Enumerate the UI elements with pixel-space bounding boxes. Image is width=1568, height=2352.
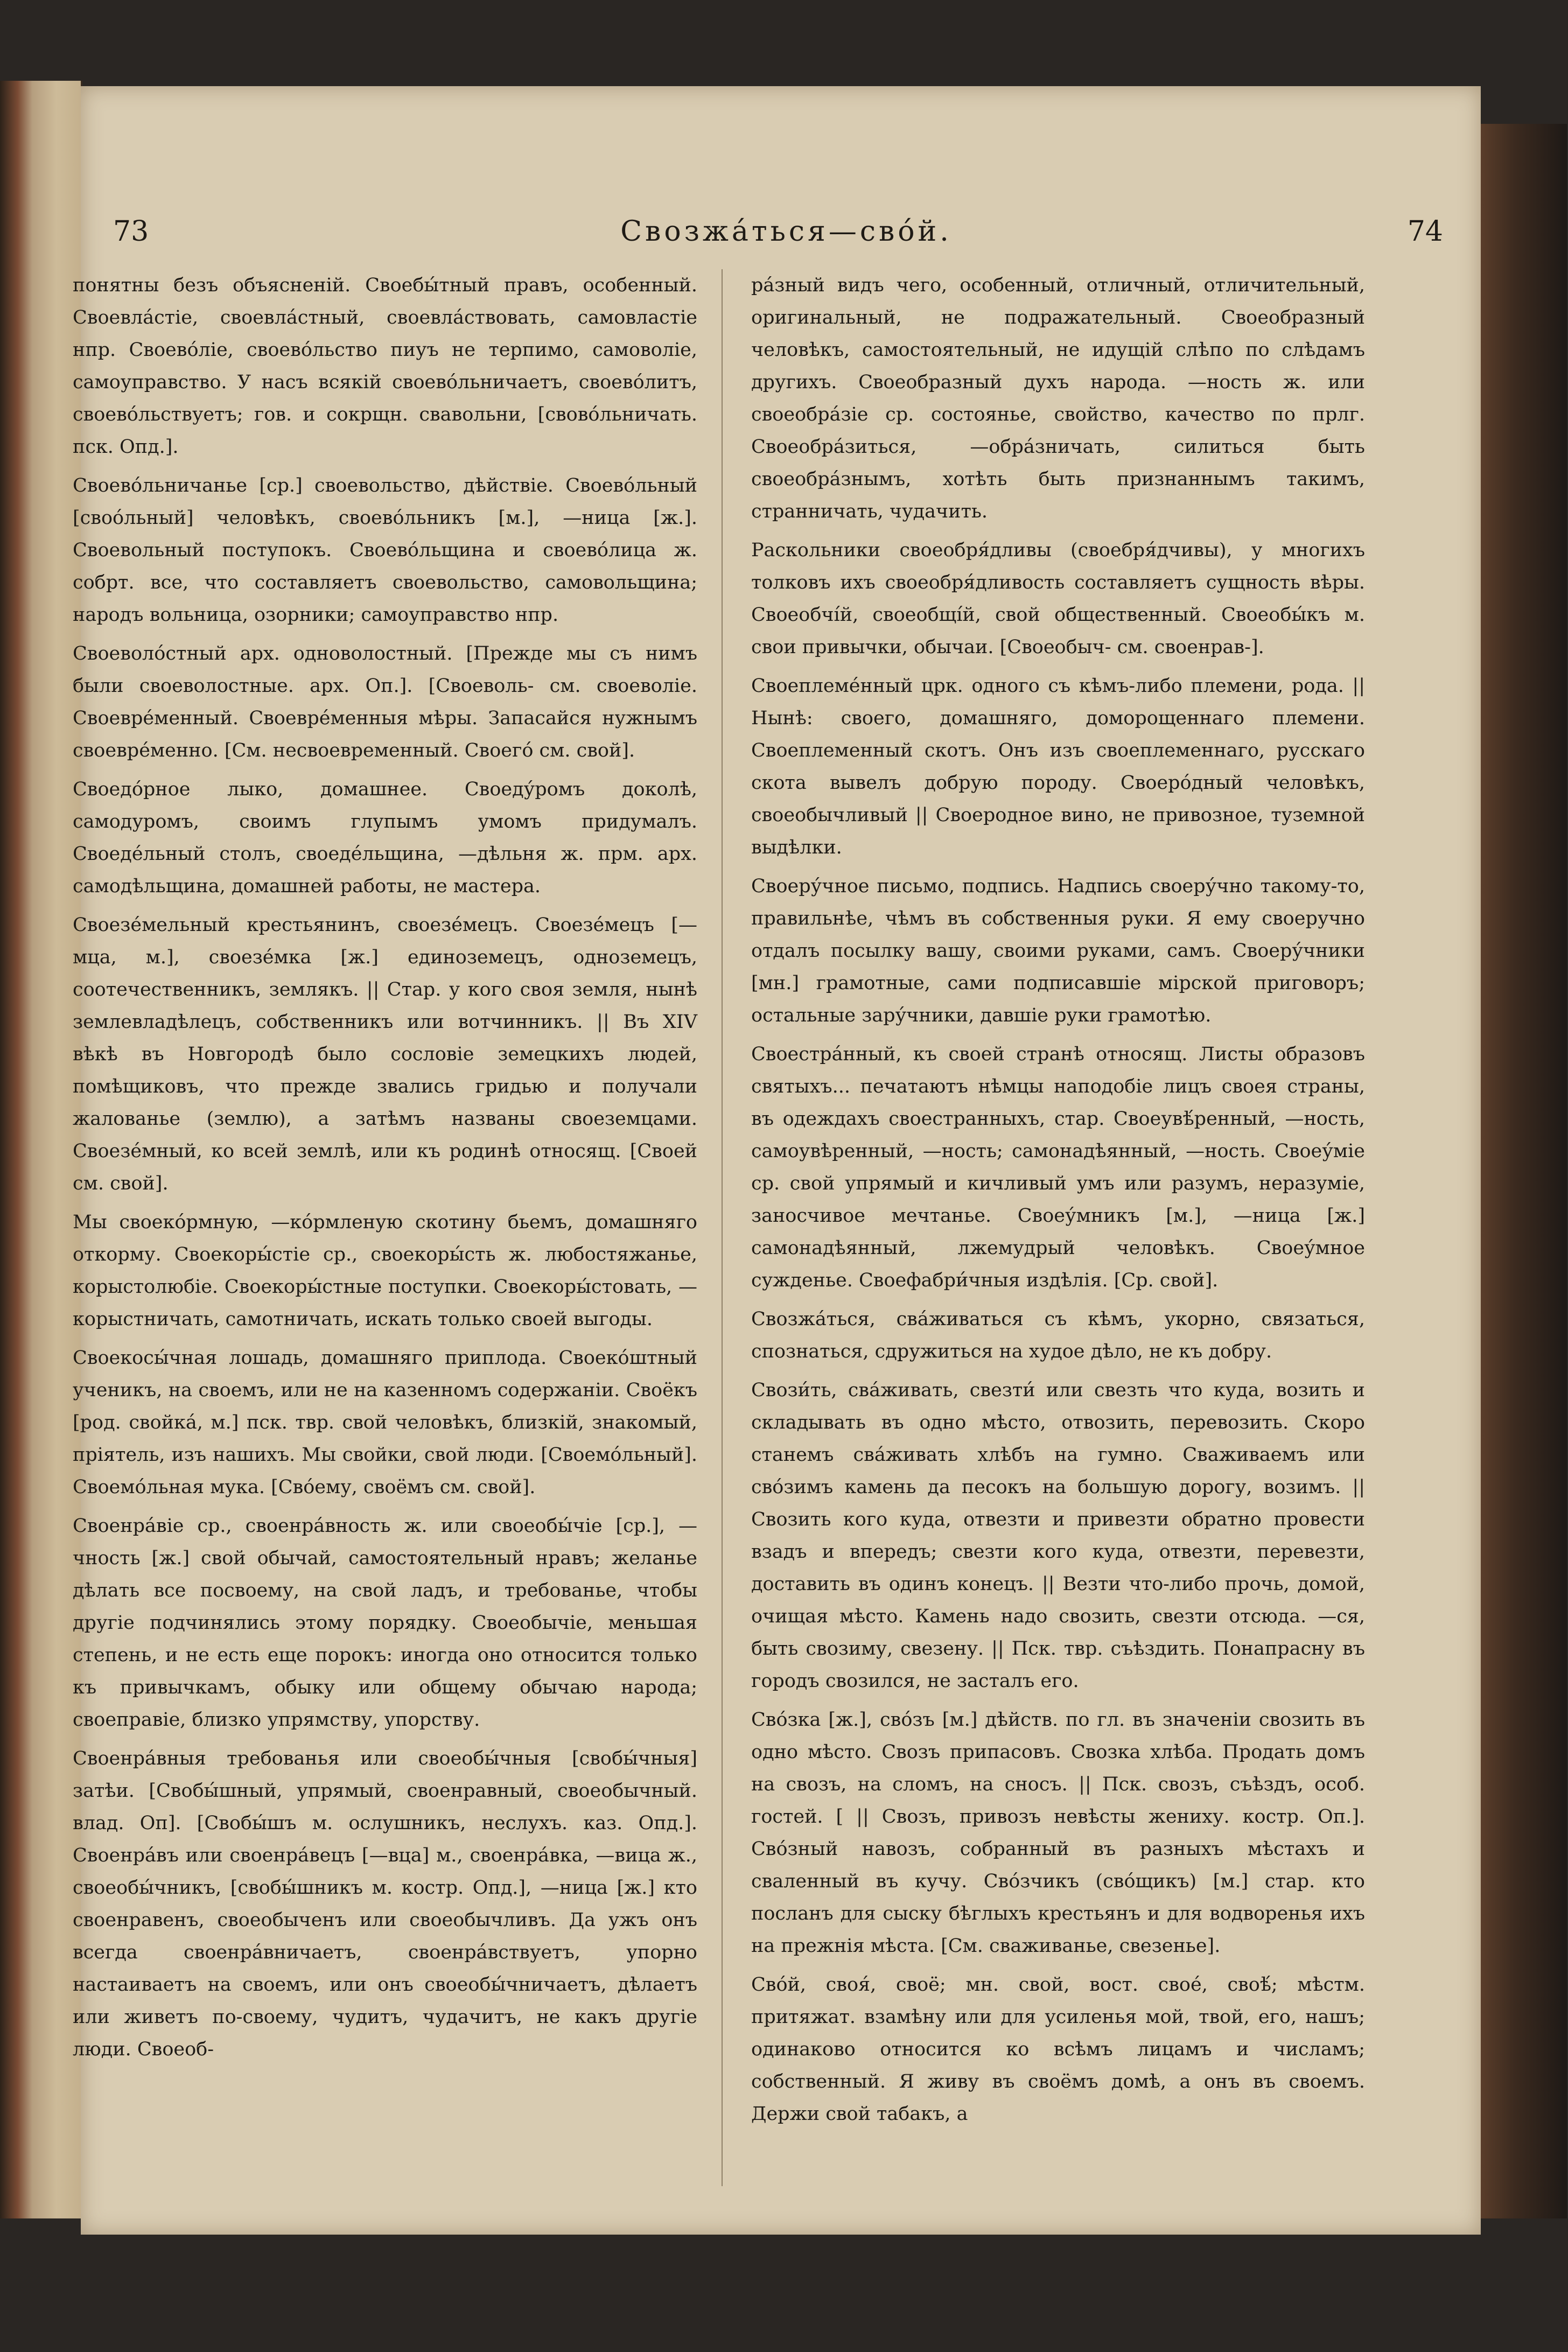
dictionary-entry: Сво́зка [ж.], сво́зъ [м.] дѣйств. по гл. въ значеніи свозить въ одно мѣсто. Свозъ припасовъ. Свозка хлѣба. Продать домъ на свозъ, на сломъ, на сносъ. || Пск. свозъ, съѣздъ, особ. гостей. [ || Свозъ, привозъ невѣсты жениху. костр. Оп.]. Сво́зный навозъ, собранный въ разныхъ мѣстахъ и сваленный въ кучу. Сво́зчикъ (сво́щикъ) [м.] стар. кто посланъ для сыску бѣглыхъ крестьянъ и для водворенья ихъ на прежнія мѣста. [См. сваживанье, свезенье]. [751, 1709, 1365, 1957]
dictionary-entry: Своестра́нный, къ своей странѣ относящ. Листы образовъ святыхъ... печатаютъ нѣмцы наподобіе лицъ своея страны, въ одеждахъ своестранныхъ, стар. Своеувѣ́ренный, —ность, самоувѣренный, —ность; самонадѣянный, —ность. Своеу́міе ср. свой упрямый и кичливый умъ или разумъ, неразуміе, заносчивое мечтанье. Своеу́мникъ [м.], —ница [ж.] самонадѣянный, лжемудрый человѣкъ. Своеу́мное сужденье. Своефабри́чныя издѣлія. [Ср. свой]. [751, 1044, 1365, 1291]
dictionary-entry: Своедо́рное лыко, домашнее. Своеду́ромъ доколѣ, самодуромъ, своимъ глупымъ умомъ придумалъ. Своеде́льный столъ, своеде́льщина, —дѣльня ж. прм. арх. самодѣльщина, домашней работы, не мастера. [73, 779, 697, 897]
left-column [73, 269, 697, 2072]
dictionary-entry: Свозжа́ться, сва́живаться съ кѣмъ, укорно, связаться, спознаться, сдружиться на худое дѣло, не къ добру. [751, 1308, 1365, 1362]
dictionary-entry: Свози́ть, сва́живать, свезти́ или свезть что куда, возить и складывать въ одно мѣсто, отвозить, перевозить. Скоро станемъ свáживать хлѣбъ на гумно. Сваживаемъ или сво́зимъ камень да песокъ на большую дорогу, возимъ. || Свозить кого куда, отвезти и привезти обратно провести взадъ и впередъ; свезти кого куда, отвезти, перевезти, доставить въ одинъ конецъ. || Везти что-либо прочь, домой, очищая мѣсто. Камень надо свозить, свезти отсюда. —ся, быть свозиму, свезену. || Пск. твр. съѣздить. Понапрасну въ городъ свозился, не засталъ его. [751, 1380, 1365, 1692]
left-page-number: 73 [113, 215, 149, 248]
book-right-edge [1481, 124, 1567, 2218]
dictionary-entry: Своезе́мельный крестьянинъ, своезе́мецъ. Своезе́мецъ [—мца, м.], своезе́мка [ж.] единоземецъ, одноземецъ, соотечественникъ, землякъ. || Стар. у кого своя земля, нынѣ землевладѣлецъ, собственникъ или вотчинникъ. || Въ XIV вѣкѣ въ Новгородѣ было сословіе земецкихъ людей, помѣщиковъ, что прежде звались гридью и получали жалованье (землю), а затѣмъ названы своеземцами. Своезе́мный, ко всей землѣ, или къ родинѣ относящ. [Своей см. свой]. [73, 914, 697, 1194]
dictionary-entry: Сво́й, своя́, своё; мн. свой, вост. свое́, своѣ́; мѣстм. притяжат. взамѣну или для усиленья мой, твой, его, нашъ; одинаково относится ко всѣмъ лицамъ и числамъ; собственный. Я живу въ своёмъ домѣ, а онъ въ своемъ. Держи свой табакъ, а [751, 1974, 1365, 2125]
dictionary-entry: понятны безъ объясненій. Своебы́тный правъ, особенный. Своевла́стіе, своевла́стный, своевла́ствовать, самовластіе нпр. Своево́ліе, своево́льство пиуъ не терпимо, самоволіе, самоуправство. У насъ всякій своево́льничаетъ, своево́литъ, своево́льствуетъ; гов. и сокрщн. свавольни, [свово́льничать. пск. Опд.]. [73, 275, 697, 458]
running-head: Свозжа́ться—сво́й. [620, 215, 952, 248]
page-header [113, 215, 1459, 253]
column-divider [722, 269, 723, 2186]
dictionary-entry: Своенра́вныя требованья или своеобы́чныя [свобы́чныя] затѣи. [Свобы́шный, упрямый, своенравный, своеобычный. влад. Оп]. [Свобы́шъ м. ослушникъ, неслухъ. каз. Опд.]. Своенра́въ или своенра́вецъ [—вца] м., своенра́вка, —вица ж., своеобы́чникъ, [свобы́шникъ м. костр. Опд.], —ница [ж.] кто своенравенъ, своеобыченъ или своеобычливъ. Да ужъ онъ всегда своенра́вничаетъ, своенра́вствуетъ, упорно настаиваетъ на своемъ, или онъ своеобы́чничаетъ, дѣлаетъ или живетъ по-своему, чудитъ, чудачитъ, не какъ другіе люди. Своеоб- [73, 1748, 697, 2060]
dictionary-entry: Своекосы́чная лошадь, домашняго приплода. Своеко́штный ученикъ, на своемъ, или не на казенномъ содержаніи. Своёкъ [род. свойка́, м.] пск. твр. свой человѣкъ, близкій, знакомый, пріятель, изъ нашихъ. Мы свойки, свой люди. [Своемо́льный]. Своемо́льная мука. [Сво́ему, своёмъ см. свой]. [73, 1347, 697, 1498]
dictionary-entry: Своеволо́стный арх. одноволостный. [Прежде мы съ нимъ были своеволостные. арх. Оп.]. [Своеволь- см. своеволіе. Своевре́менный. Своевре́менныя мѣры. Запасайся нужнымъ своевре́менно. [См. несвоевременный. Своего́ см. свой]. [73, 643, 697, 761]
right-column [751, 269, 1365, 2137]
dictionary-entry: Раскольники своеобря́дливы (своебря́дчивы), у многихъ толковъ ихъ своеобря́дливость составляетъ сущность вѣры. Своеобчі́й, своеобщі́й, свой общественный. Своеобы́къ м. свои привычки, обычаи. [Своеобыч- см. своенрав-]. [751, 540, 1365, 658]
dictionary-entry: Своенра́віе ср., своенра́вность ж. или своеобы́чіе [ср.], —чность [ж.] свой обычай, самостоятельный нравъ; желанье дѣлать все посвоему, на свой ладъ, и требованье, чтобы другіе подчинялись этому порядку. Своеобычіе, меньшая степень, и не есть еще порокъ: иногда оно относится только къ привычкамъ, обыку или общему обычаю народа; своеправіе, близко упрямству, упорству. [73, 1515, 697, 1731]
book-left-edge [0, 81, 82, 2218]
dictionary-entry: Своеру́чное письмо, подпись. Надпись своеру́чно такому-то, правильнѣе, чѣмъ въ собственныя руки. Я ему своеручно отдалъ посылку вашу, своими руками, самъ. Своеру́чники [мн.] грамотные, сами подписавшіе мірской приговоръ; остальные зару́чники, давшіе руки грамотѣю. [751, 876, 1365, 1026]
right-page-number: 74 [1407, 215, 1443, 248]
dictionary-entry: Своеплеме́нный црк. одного съ кѣмъ-либо племени, рода. || Нынѣ: своего, домашняго, доморощеннаго племени. Своеплеменный скотъ. Онъ изъ своеплеменнаго, русскаго скота вывелъ добрую породу. Своеро́дный человѣкъ, своеобычливый || Своеродное вино, не привозное, туземной выдѣлки. [751, 675, 1365, 858]
dictionary-entry: Мы своеко́рмную, —ко́рмленую скотину бьемъ, домашняго откорму. Своекоры́стіе ср., своекоры́сть ж. любостяжанье, корыстолюбіе. Своекоры́стные поступки. Своекоры́стовать, —корыстничать, самотничать, искать только своей выгоды. [73, 1212, 697, 1330]
dictionary-entry: Своево́льничанье [ср.] своевольство, дѣйствіе. Своево́льный [своо́льный] человѣкъ, своево́льникъ [м.], —ница [ж.]. Своевольный поступокъ. Своево́льщина и своево́лица ж. собрт. все, что составляетъ своевольство, самовольщина; народъ вольница, озорники; самоуправство нпр. [73, 475, 697, 626]
dictionary-entry: ра́зный видъ чего, особенный, отличный, отличительный, оригинальный, не подражательный. Своеобразный человѣкъ, самостоятельный, не идущій слѣпо по слѣдамъ другихъ. Своеобразный духъ народа. —ность ж. или своеобра́зіе ср. состоянье, свойство, качество по прлг. Своеобра́зиться, —обра́зничать, силиться быть своеобра́знымъ, хотѣть быть признаннымъ такимъ, странничать, чудачить. [751, 275, 1365, 522]
